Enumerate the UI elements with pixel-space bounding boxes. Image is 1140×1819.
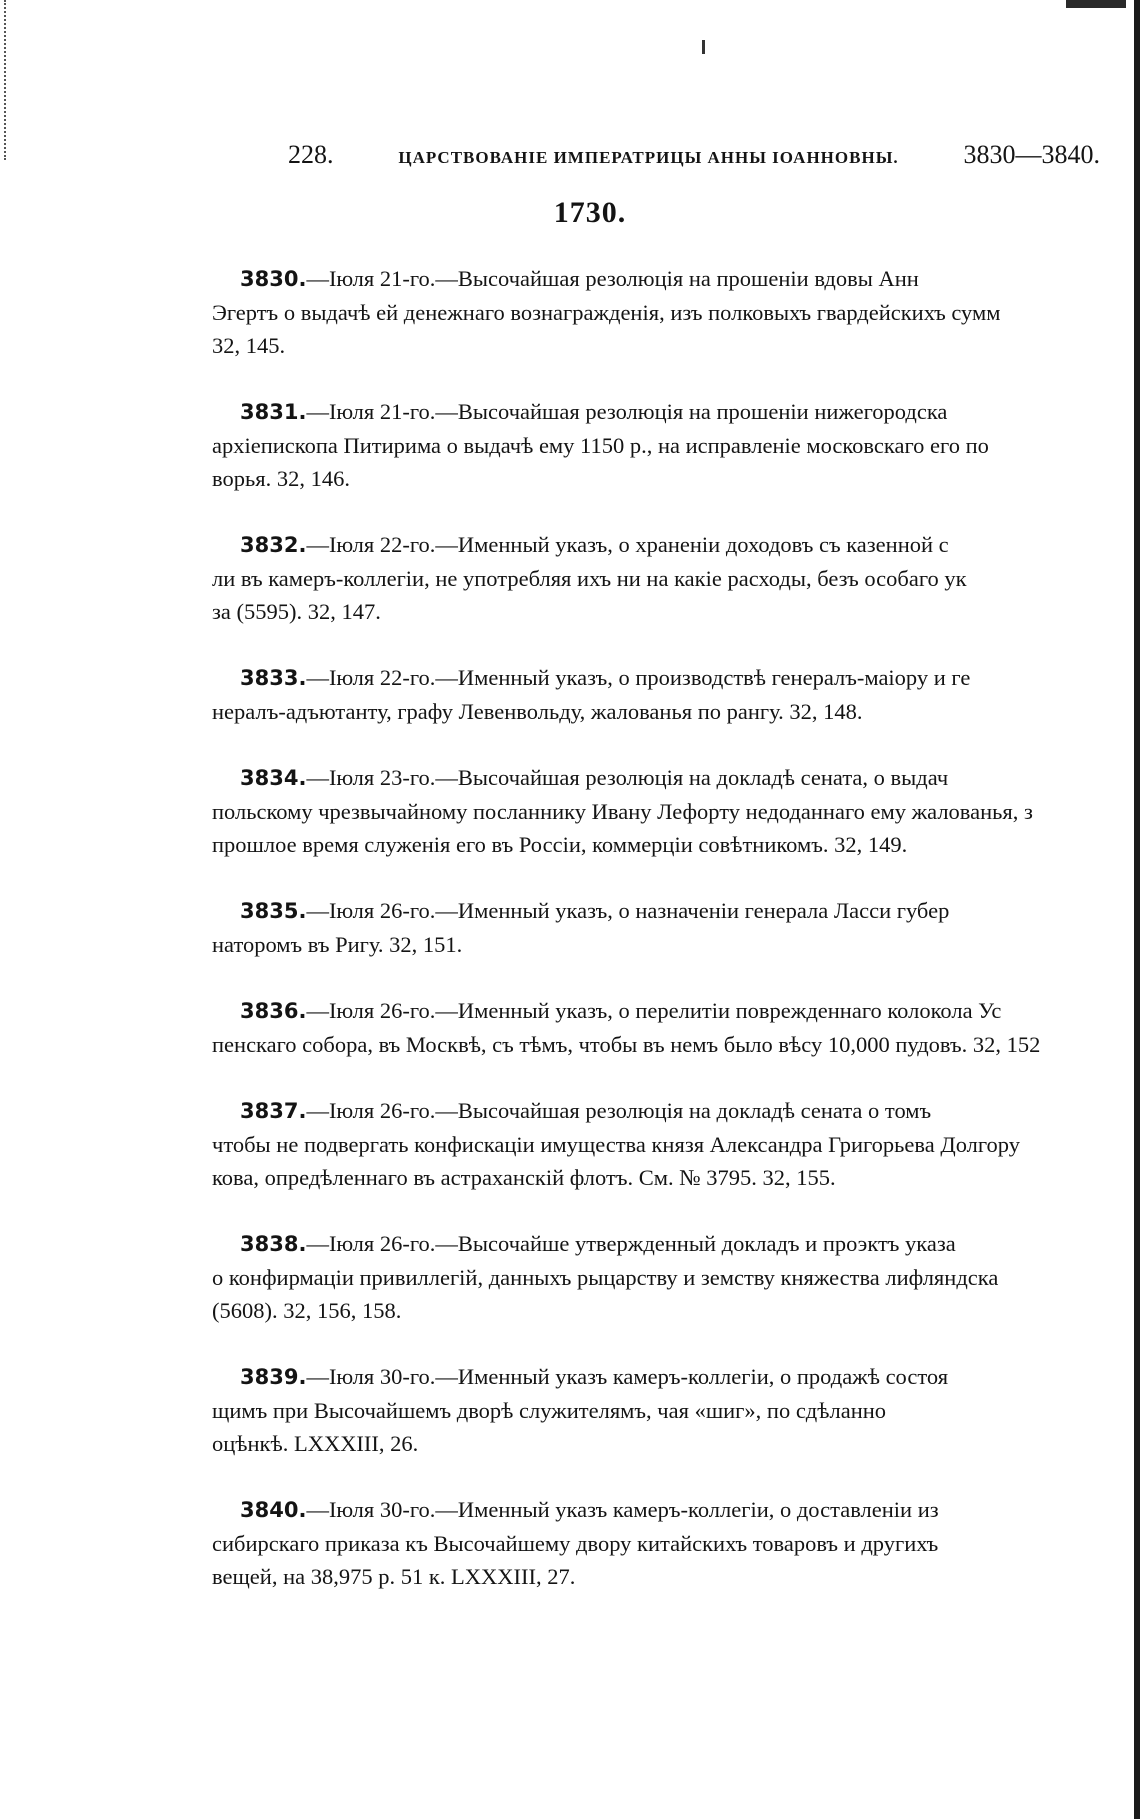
entry-line [212, 695, 1132, 728]
entry-number: 3834. [240, 766, 307, 790]
entry [212, 761, 1132, 861]
entry-text: наторомъ въ Ригу. 32, 151. [212, 932, 463, 957]
entry-number: 3830. [240, 267, 307, 291]
entry-line [212, 1493, 1132, 1527]
entry-number: 3832. [240, 533, 307, 557]
entry-text: —Іюля 26-го.—Именный указъ, о назначеніи генерала Ласси губер [306, 898, 950, 923]
entry-number: 3837. [240, 1099, 307, 1123]
entry-line [212, 1094, 1132, 1128]
entry-text: польскому чрезвычайному посланнику Ивану Лефорту недоданнаго ему жалованья, з [212, 799, 1033, 824]
entry-text: Эгертъ о выдачѣ ей денежнаго вознагражденія, изъ полковыхъ гвардейскихъ сумм [212, 300, 1001, 325]
entry-line [212, 562, 1132, 595]
entry-text: —Іюля 22-го.—Именный указъ, о храненіи доходовъ съ казенной с [306, 532, 949, 557]
entry-line [212, 395, 1132, 429]
page-header [288, 140, 1100, 180]
entry-text: кова, опредѣленнаго въ астраханскій флотъ. См. № 3795. 32, 155. [212, 1165, 836, 1190]
entry-line [212, 462, 1132, 495]
entry-text: пенскаго собора, въ Москвѣ, съ тѣмъ, чтобы въ немъ было вѣсу 10,000 пудовъ. 32, 152 [212, 1032, 1041, 1057]
entry-line [212, 329, 1132, 362]
scan-edge-shadow [1134, 0, 1140, 1819]
entry-text: щимъ при Высочайшемъ дворѣ служителямъ, чая «шиг», по сдѣланно [212, 1398, 887, 1423]
entry-line [212, 1394, 1132, 1427]
entry-text: —Іюля 22-го.—Именный указъ, о производствѣ генералъ-маіору и ге [306, 665, 971, 690]
entry-text: о конфирмаціи привиллегій, данныхъ рыцарству и земству княжества лифляндска [212, 1265, 999, 1290]
entry-line [212, 1360, 1132, 1394]
page-number: 228. [288, 140, 334, 169]
entry-text: —Іюля 30-го.—Именный указъ камеръ-коллегіи, о доставленіи из [306, 1497, 939, 1522]
entry-range: 3830—3840. [963, 140, 1100, 169]
entry-number: 3840. [240, 1498, 307, 1522]
entry-line [212, 1294, 1132, 1327]
entry-line [212, 1161, 1132, 1194]
entry-line [212, 1560, 1132, 1593]
entry-text: —Іюля 21-го.—Высочайшая резолюція на прошеніи вдовы Анн [306, 266, 919, 291]
entry-text: —Іюля 30-го.—Именный указъ камеръ-коллегіи, о продажѣ состоя [306, 1364, 949, 1389]
scan-margin-dots [4, 0, 10, 160]
entry [212, 1094, 1132, 1194]
running-title: ЦАРСТВОВАНІЕ ИМПЕРАТРИЦЫ АННЫ ІОАННОВНЫ. [398, 148, 899, 167]
entry-line [212, 761, 1132, 795]
entry [212, 1493, 1132, 1593]
entry-text: —Іюля 21-го.—Высочайшая резолюція на прошеніи нижегородска [306, 399, 948, 424]
entry-text: прошлое время служенія его въ Россіи, коммерціи совѣтникомъ. 32, 149. [212, 832, 908, 857]
entry-text: чтобы не подвергать конфискаціи имущества князя Александра Григорьева Долгору [212, 1132, 1021, 1157]
entry-text: ли въ камеръ-коллегіи, не употребляя ихъ ни на какіе расходы, безъ особаго ук [212, 566, 967, 591]
entry-line [212, 528, 1132, 562]
entry [212, 994, 1132, 1061]
entry-line [212, 1427, 1132, 1460]
entry-number: 3835. [240, 899, 307, 923]
entry [212, 894, 1132, 961]
entry-text: —Іюля 23-го.—Высочайшая резолюція на докладѣ сената, о выдач [306, 765, 949, 790]
entry-number: 3833. [240, 666, 307, 690]
scan-mark [702, 40, 705, 54]
entry-line [212, 828, 1132, 861]
entry-text: архіепископа Питирима о выдачѣ ему 1150 р., на исправленіе московскаго его по [212, 433, 989, 458]
entry-number: 3836. [240, 999, 307, 1023]
entry-line [212, 994, 1132, 1028]
entry-text: —Іюля 26-го.—Высочайше утвержденный докладъ и проэктъ указа [306, 1231, 956, 1256]
entry-text: ворья. 32, 146. [212, 466, 350, 491]
entry-text: оцѣнкѣ. LXXXIII, 26. [212, 1431, 419, 1456]
entry-line [212, 1527, 1132, 1560]
entry-line [212, 296, 1132, 329]
entry [212, 528, 1132, 628]
entry [212, 395, 1132, 495]
entry-line [212, 1261, 1132, 1294]
entry-line [212, 795, 1132, 828]
entry-text: вещей, на 38,975 р. 51 к. LXXXIII, 27. [212, 1564, 576, 1589]
entry-number: 3838. [240, 1232, 307, 1256]
entry-number: 3839. [240, 1365, 307, 1389]
entry-line [212, 1028, 1132, 1061]
entry-text: нералъ-адъютанту, графу Левенвольду, жалованья по рангу. 32, 148. [212, 699, 863, 724]
entry-text: сибирскаго приказа къ Высочайшему двору китайскихъ товаровъ и другихъ [212, 1531, 939, 1556]
entry [212, 1227, 1132, 1327]
entry [212, 262, 1132, 362]
entry-line [212, 595, 1132, 628]
entry-line [212, 429, 1132, 462]
entry-text: 32, 145. [212, 333, 286, 358]
entry-line [212, 661, 1132, 695]
entry [212, 661, 1132, 728]
entry-text: —Іюля 26-го.—Именный указъ, о перелитіи поврежденнаго колокола Ус [306, 998, 1002, 1023]
entry-line [212, 928, 1132, 961]
entry-line [212, 894, 1132, 928]
entry-line [212, 262, 1132, 296]
entry-text: (5608). 32, 156, 158. [212, 1298, 402, 1323]
scan-smudge [1066, 0, 1126, 8]
year-heading: 1730. [553, 196, 627, 229]
entry-text: —Іюля 26-го.—Высочайшая резолюція на докладѣ сената о томъ [306, 1098, 932, 1123]
entries-list [212, 262, 1132, 1622]
entry [212, 1360, 1132, 1460]
entry-number: 3831. [240, 400, 307, 424]
entry-line [212, 1227, 1132, 1261]
entry-line [212, 1128, 1132, 1161]
entry-text: за (5595). 32, 147. [212, 599, 381, 624]
